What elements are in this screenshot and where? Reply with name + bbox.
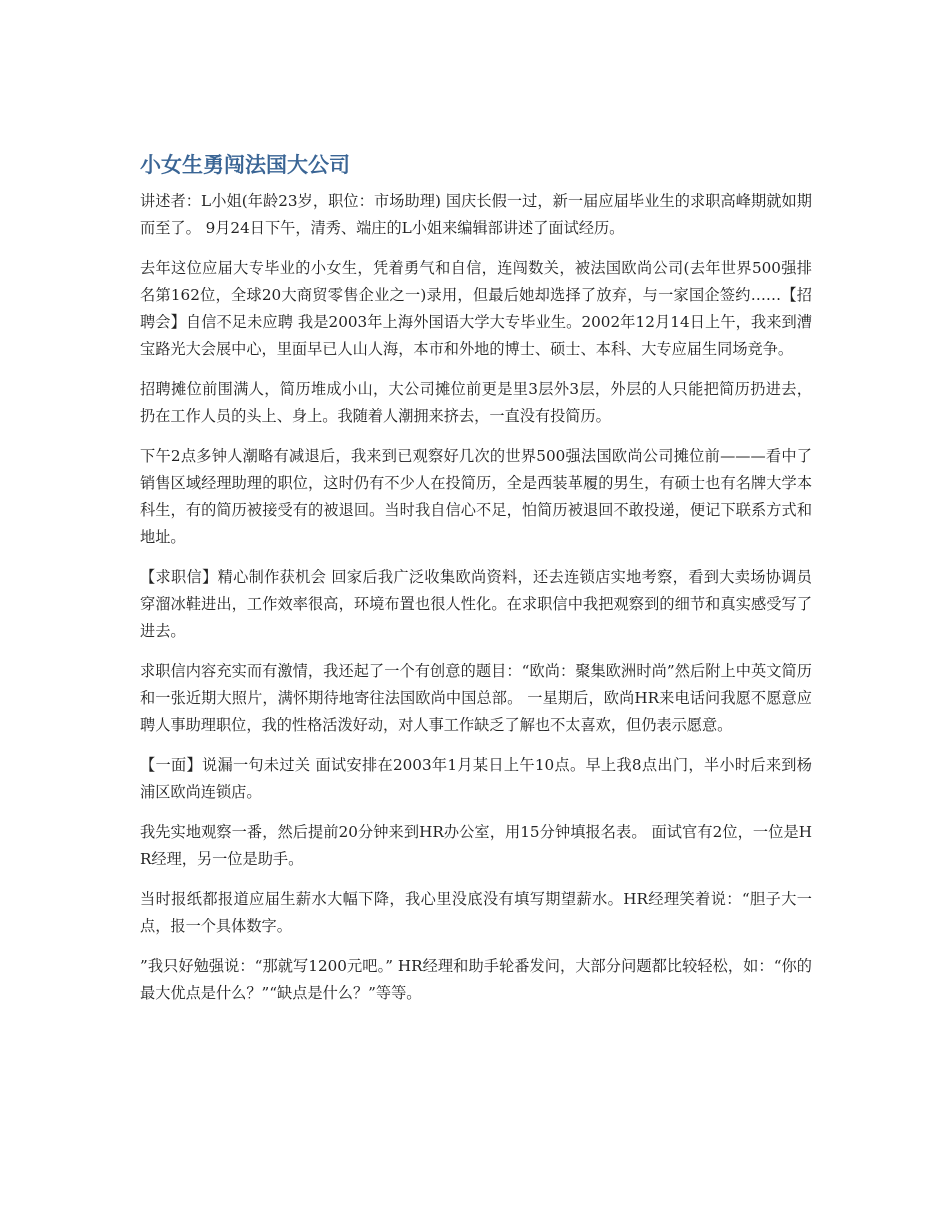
paragraph: 下午2点多钟人潮略有减退后，我来到已观察好几次的世界500强法国欧尚公司摊位前———看中了销售区域经理助理的职位，这时仍有不少人在投简历，全是西装革履的男生，有硕士也有名牌大学本科生，有的简历被接受有的被退回。当时我自信心不足，怕简历被退回不敢投递，便记下联系方式和地址。 bbox=[140, 447, 812, 546]
paragraph: 求职信内容充实而有激情，我还起了一个有创意的题目：“欧尚：聚集欧洲时尚”然后附上中英文简历和一张近期大照片，满怀期待地寄往法国欧尚中国总部。 一星期后，欧尚HR来电话问我愿不愿意应聘人事助理职位，我的性格活泼好动，对人事工作缺乏了解也不太喜欢，但仍表示愿意。 bbox=[140, 662, 812, 734]
document-page bbox=[140, 150, 812, 1020]
paragraph: 【求职信】精心制作获机会 回家后我广泛收集欧尚资料，还去连锁店实地考察，看到大卖场协调员穿溜冰鞋进出，工作效率很高，环境布置也很人性化。在求职信中我把观察到的细节和真实感受写了进去。 bbox=[140, 568, 812, 640]
paragraph: 【一面】说漏一句未过关 面试安排在2003年1月某日上午10点。早上我8点出门，半小时后来到杨浦区欧尚连锁店。 bbox=[140, 756, 812, 801]
paragraph: 讲述者：L小姐(年龄23岁，职位：市场助理) 国庆长假一过，新一届应届毕业生的求职高峰期就如期而至了。 9月24日下午，清秀、端庄的L小姐来编辑部讲述了面试经历。 bbox=[140, 192, 812, 237]
paragraph: ”我只好勉强说：“那就写1200元吧。” HR经理和助手轮番发问，大部分问题都比较轻松，如：“你的最大优点是什么？”“缺点是什么？”等等。 bbox=[140, 957, 812, 1002]
paragraph: 招聘摊位前围满人，简历堆成小山，大公司摊位前更是里3层外3层，外层的人只能把简历扔进去，扔在工作人员的头上、身上。我随着人潮拥来挤去，一直没有投简历。 bbox=[140, 380, 812, 425]
document-title: 小女生勇闯法国大公司 bbox=[140, 153, 350, 177]
paragraph: 我先实地观察一番，然后提前20分钟来到HR办公室，用15分钟填报名表。 面试官有2位，一位是HR经理，另一位是助手。 bbox=[140, 823, 812, 868]
paragraph: 当时报纸都报道应届生薪水大幅下降，我心里没底没有填写期望薪水。HR经理笑着说：“胆子大一点，报一个具体数字。 bbox=[140, 890, 812, 935]
paragraph: 去年这位应届大专毕业的小女生，凭着勇气和自信，连闯数关，被法国欧尚公司(去年世界500强排名第162位，全球20大商贸零售企业之一)录用，但最后她却选择了放弃，与一家国企签约……【招聘会】自信不足未应聘 我是2003年上海外国语大学大专毕业生。2002年12月14日上午，我来到漕宝路光大会展中心，里面早已人山人海，本市和外地的博士、硕士、本科、大专应届生同场竞争。 bbox=[140, 259, 812, 358]
